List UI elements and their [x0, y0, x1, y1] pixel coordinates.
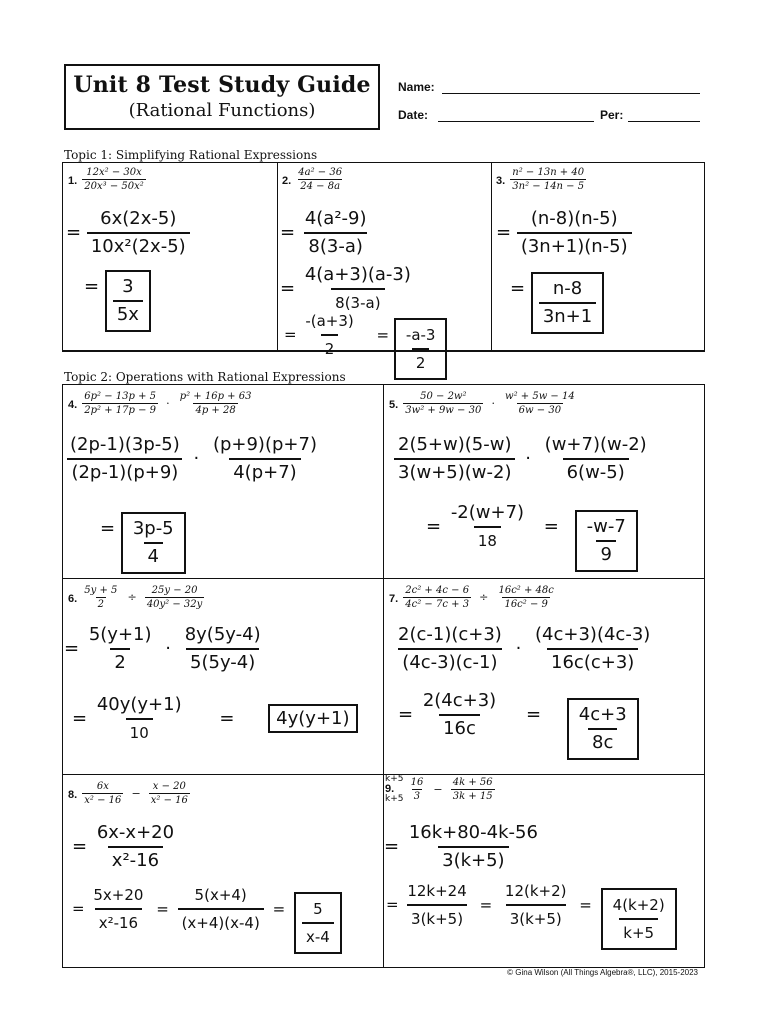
problem-5-step2: = -2(w+7) 18 = -w-7 9 — [426, 500, 638, 572]
problem-number: 1. — [68, 175, 78, 187]
name-field[interactable] — [442, 93, 700, 94]
problem-3-printed — [496, 166, 586, 193]
problem-number: 3. — [496, 175, 506, 187]
lcd-note: k+5 9. k+5 — [385, 774, 404, 804]
problem-5-step1: $\frac{2(5+w)(5-w)}{3(w+5)(w-2)}$ · $\frac{(w+7)(w-2)}{6(w-5)}$ — [394, 432, 651, 486]
problem-number: 7. — [389, 593, 399, 605]
problem-7-printed: 7. $\frac{\text{2c² + 4c − 6}}{\text{4c² − 7c + 3}}$ ÷ $\frac{\text{16c² + 48c}}{\text{16c² − 9}}$ — [389, 585, 554, 610]
date-label: Date: — [398, 108, 429, 122]
problem-number: 4. — [68, 399, 78, 411]
printed-fraction: $\frac{\text{12x² − 30x}}{\text{20x³ − 50x²}}$ — [84, 167, 144, 192]
problem-8-step1: = $\frac{6x-x+20}{\text{x²-16}}$ — [72, 820, 178, 874]
copyright-footer: © Gina Wilson (All Things Algebra®, LLC), 2015-2023 — [507, 968, 698, 977]
problem-4-printed: 4. $\frac{\text{6p² − 13p + 5}}{\text{2p² + 17p − 9}}$ · $\frac{\text{p² + 16p + 63}}{4p + 28}$ — [68, 391, 252, 416]
problem-4-answer: = 3p-5 4 — [100, 512, 186, 574]
problem-3-answer: = n-8 3n+1 — [510, 272, 604, 334]
problem-3-step1: = $\frac{(n-8)(n-5)}{(3n+1)(n-5)}$ — [496, 206, 632, 260]
name-label: Name: — [398, 80, 435, 94]
printed-fraction: $\frac{\text{n² − 13n + 40}}{\text{3n² − 14n − 5}}$ — [512, 167, 585, 192]
topic1-label: Topic 1: Simplifying Rational Expressions — [64, 148, 318, 162]
problem-2-step1: = $\frac{\text{4(a²-9)}}{8(3-a)}$ — [280, 206, 371, 260]
problem-1-printed — [68, 166, 146, 193]
title-box — [64, 64, 380, 130]
problem-6-printed: 6. $\frac{5y + 5}{2}$ ÷ $\frac{25y - 20}{\text{40y² − 32y}}$ — [68, 585, 203, 610]
problem-8-printed: 8. $\frac{6x}{\text{x² − 16}}$ − $\frac{x - 20}{\text{x² − 16}}$ — [68, 781, 188, 806]
problem-2-printed — [282, 166, 344, 193]
topic2-label: Topic 2: Operations with Rational Expressions — [64, 370, 346, 384]
problem-8-step2: = $\frac{5x+20}{\text{x²-16}}$ = $\frac{5(x+4)}{(x+4)(x-4)}$ = 5 x-4 — [72, 882, 342, 954]
problem-number: 6. — [68, 593, 78, 605]
problem-7-step1: $\frac{2(c-1)(c+3)}{(4c-3)(c-1)}$ · $\frac{(4c+3)(4c-3)}{16c(c+3)}$ — [394, 622, 654, 676]
period-label: Per: — [600, 108, 624, 122]
problem-9-printed: k+5 9. k+5 $\frac{16}{3}$ − $\frac{4k + 56}{3k + 15}$ — [385, 774, 493, 804]
problem-4-step1: $\frac{(2p-1)(3p-5)}{(2p-1)(p+9)}$ · $\frac{(p+9)(p+7)}{4(p+7)}$ — [66, 432, 321, 486]
problem-6-step1: = $\frac{5(y+1)}{2}$ · $\frac{8y(5y-4)}{5(5y-4)}$ — [64, 622, 265, 676]
date-field[interactable] — [438, 121, 594, 122]
problem-number: 5. — [389, 399, 399, 411]
printed-fraction: $\frac{\text{4a² − 36}}{24 - 8a}$ — [298, 167, 343, 192]
problem-1-step1: = $\frac{6x(2x-5)}{\text{10x²(2x-5)}}$ — [66, 206, 190, 260]
problem-9-step1: = $\frac{16k+80-4k-56}{3(k+5)}$ — [384, 820, 542, 874]
page-subtitle: (Rational Functions) — [128, 100, 316, 121]
problem-9-step2: = $\frac{12k+24}{3(k+5)}$ = $\frac{12(k+2)}{3(k+5)}$ = 4(k+2) k+5 — [386, 878, 677, 950]
problem-2-step2: = 4(a+3)(a-3) 8(3-a) — [280, 262, 415, 316]
problem-6-answer: 4y(y+1) — [268, 704, 357, 733]
period-field[interactable] — [628, 121, 700, 122]
problem-5-printed: 5. $\frac{\text{50 − 2w²}}{\text{3w² + 9w − 30}}$ · $\frac{\text{w² + 5w − 14}}{6w - 30}$ — [389, 391, 575, 416]
problem-number: 9. — [385, 783, 395, 795]
problem-number: 8. — [68, 789, 78, 801]
problem-6-step2: = 40y(y+1) 10 = 4y(y+1) — [72, 692, 358, 746]
problem-2-step3: = $\frac{-(a+3)}{2}$ = -a-3 2 — [284, 308, 447, 380]
page-title: Unit 8 Test Study Guide — [73, 72, 371, 98]
problem-1-answer: = 3 5x — [84, 270, 151, 332]
problem-7-step2: = $\frac{2(4c+3)}{16c}$ = 4c+3 8c — [398, 688, 639, 760]
problem-number: 2. — [282, 175, 292, 187]
